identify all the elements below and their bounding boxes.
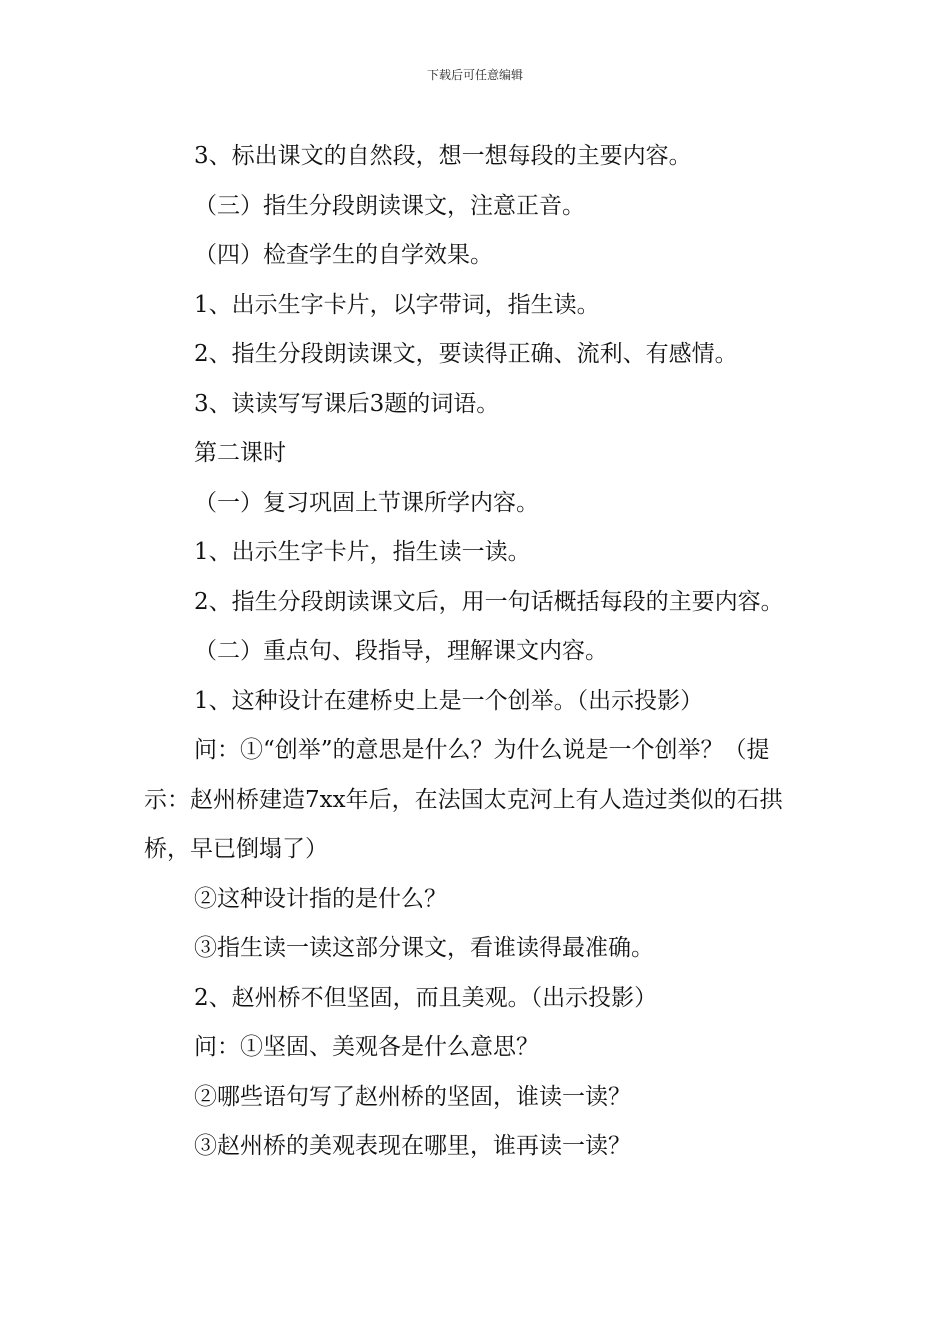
- paragraph: 2、指生分段朗读课文后，用一句话概括每段的主要内容。: [194, 588, 784, 615]
- paragraph: ②这种设计指的是什么？: [194, 885, 447, 912]
- page-header: 下载后可任意编辑: [426, 68, 523, 82]
- paragraph: ③指生读一读这部分课文，看谁读得最准确。: [194, 935, 654, 961]
- section-heading: 第二课时: [194, 440, 286, 466]
- paragraph: ③赵州桥的美观表现在哪里，谁再读一读？: [194, 1133, 631, 1159]
- document-body: [144, 132, 814, 1172]
- paragraph: 3、读读写写课后3题的词语。: [194, 390, 500, 417]
- paragraph: 1、出示生字卡片，以字带词，指生读。: [194, 291, 600, 318]
- paragraph: （一）复习巩固上节课所学内容。: [194, 489, 539, 516]
- paragraph: 1、出示生字卡片，指生读一读。: [194, 539, 531, 565]
- paragraph: 3、标出课文的自然段，想一想每段的主要内容。: [194, 143, 692, 169]
- paragraph: ②哪些语句写了赵州桥的坚固，谁读一读？: [194, 1083, 631, 1110]
- paragraph: 问：①“创举”的意思是什么？为什么说是一个创举？（提示：赵州桥建造7xx年后，在法国太克河上有人造过类似的石拱桥，早已倒塌了）: [144, 737, 783, 862]
- paragraph: （三）指生分段朗读课文，注意正音。: [194, 192, 585, 219]
- paragraph: （二）重点句、段指导，理解课文内容。: [194, 638, 608, 664]
- paragraph: 2、赵州桥不但坚固，而且美观。（出示投影）: [194, 984, 658, 1011]
- paragraph: 1、这种设计在建桥史上是一个创举。（出示投影）: [194, 687, 704, 714]
- paragraph: 问：①坚固、美观各是什么意思？: [194, 1034, 539, 1060]
- paragraph: 2、指生分段朗读课文，要读得正确、流利、有感情。: [194, 341, 738, 367]
- paragraph: （四）检查学生的自学效果。: [194, 242, 493, 268]
